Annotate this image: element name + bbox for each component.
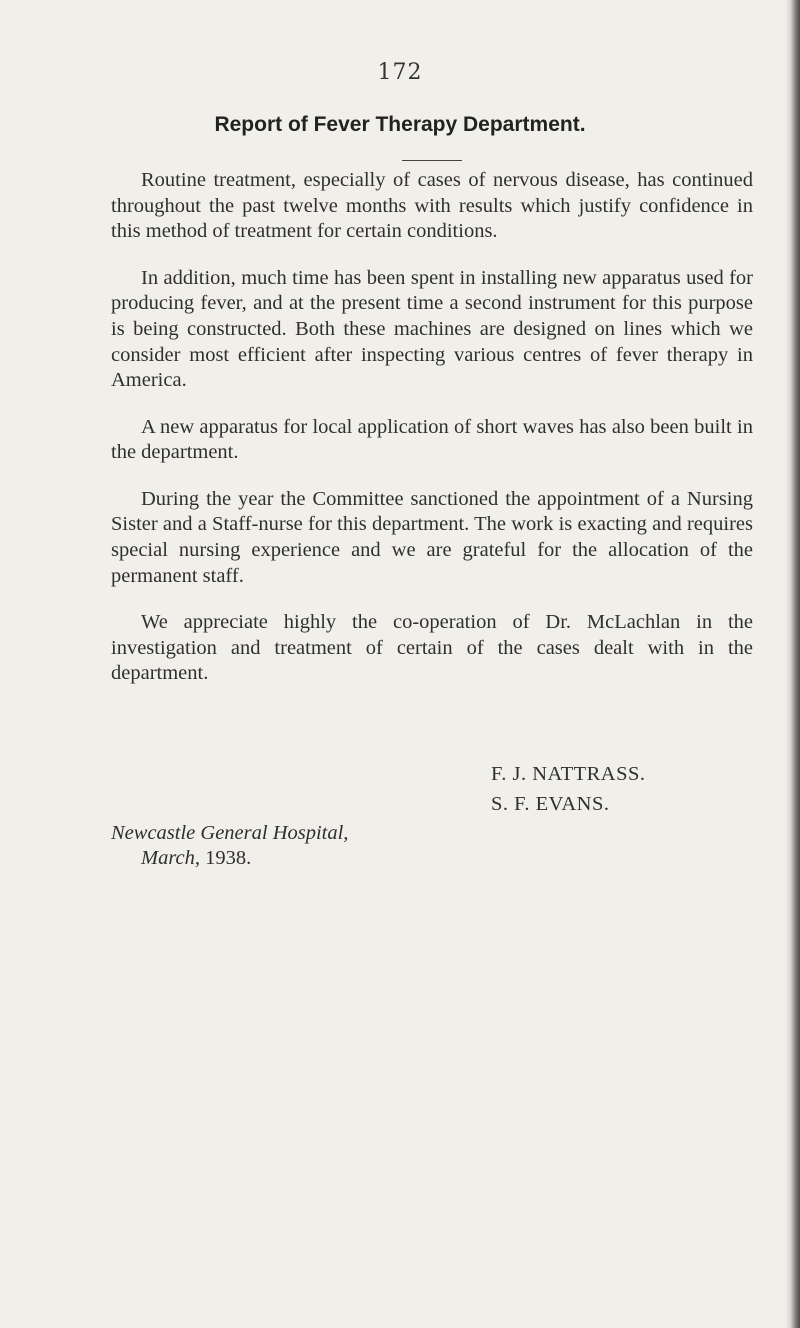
page-number: 172 <box>377 60 423 85</box>
signatory-evans: S. F. EVANS. <box>491 793 610 815</box>
title-divider <box>402 160 462 161</box>
paragraph-5: We appreciate highly the co-operation of Dr. McLachlan in the investigation and treatment of certain of the cases dealt with in the department. <box>111 610 753 685</box>
paragraph-4: During the year the Committee sanctioned the appointment of a Nursing Sister and a Staff-nurse for this department. The work is exacting and requires special nursing experience and we are grateful for the allocation of the permanent staff. <box>111 487 753 587</box>
page-edge-shadow <box>786 0 800 1328</box>
report-title: Report of Fever Therapy Department. <box>214 113 586 136</box>
date-year: 1938. <box>205 847 252 869</box>
signatory-nattrass: F. J. NATTRASS. <box>491 763 646 785</box>
place-line: Newcastle General Hospital, <box>111 822 349 844</box>
date-month: March, <box>141 847 201 869</box>
paragraph-1: Routine treatment, especially of cases of nervous disease, has continued throughout the past twelve months with results which justify confidence in this method of treatment for certain conditions. <box>111 169 753 243</box>
paragraph-2: In addition, much time has been spent in installing new apparatus used for producing fever, and at the present time a second instrument for this purpose is being constructed. Both these machines are designed on lines which we consider most efficient after inspecting various centres of fever therapy in America. <box>111 266 753 392</box>
date-line <box>141 846 251 871</box>
paragraph-3: A new apparatus for local application of short waves has also been built in the department. <box>111 415 753 464</box>
signatures <box>491 759 646 819</box>
report-body <box>111 168 753 707</box>
